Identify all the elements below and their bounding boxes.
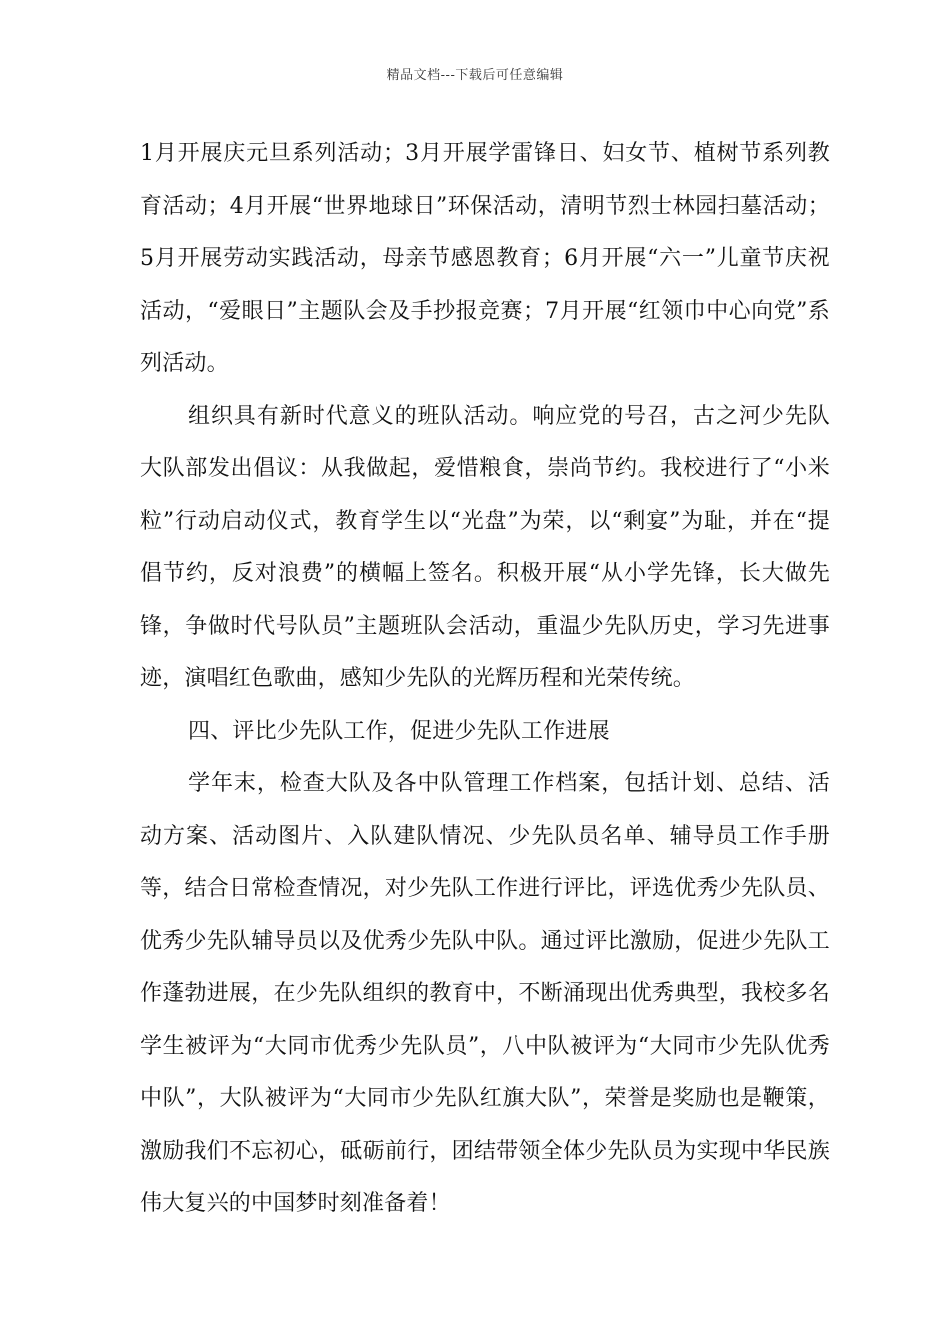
section-heading-evaluation: 四、评比少先队工作，促进少先队工作进展: [188, 718, 610, 744]
page-header: 精品文档---下载后可任意编辑: [386, 68, 564, 83]
document-body: [140, 128, 830, 1231]
paragraph-activities-schedule: 1月开展庆元旦系列活动；3月开展学雷锋日、妇女节、植树节系列教育活动；4月开展“世界地球日”环保活动，清明节烈士林园扫墓活动；5月开展劳动实践活动，母亲节感恩教育；6月开展“六一”儿童节庆祝活动，“爱眼日”主题队会及手抄报竞赛；7月开展“红领巾中心向党”系列活动。: [140, 141, 830, 376]
paragraph-class-activities: 组织具有新时代意义的班队活动。响应党的号召，古之河少先队大队部发出倡议：从我做起，爱惜粮食，崇尚节约。我校进行了“小米粒”行动启动仪式，教育学生以“光盘”为荣，以“剩宴”为耻，并在“提倡节约，反对浪费”的横幅上签名。积极开展“从小学先锋，长大做先锋，争做时代号队员”主题班队会活动，重温少先队历史，学习先进事迹，演唱红色歌曲，感知少先队的光辉历程和光荣传统。: [140, 403, 830, 691]
paragraph-evaluation: 学年末，检查大队及各中队管理工作档案，包括计划、总结、活动方案、活动图片、入队建队情况、少先队员名单、辅导员工作手册等，结合日常检查情况，对少先队工作进行评比，评选优秀少先队员、优秀少先队辅导员以及优秀少先队中队。通过评比激励，促进少先队工作蓬勃进展，在少先队组织的教育中，不断涌现出优秀典型，我校多名学生被评为“大同市优秀少先队员”，八中队被评为“大同市少先队优秀中队”，大队被评为“大同市少先队红旗大队”，荣誉是奖励也是鞭策，激励我们不忘初心，砥砺前行，团结带领全体少先队员为实现中华民族伟大复兴的中国梦时刻准备着！: [140, 771, 830, 1216]
